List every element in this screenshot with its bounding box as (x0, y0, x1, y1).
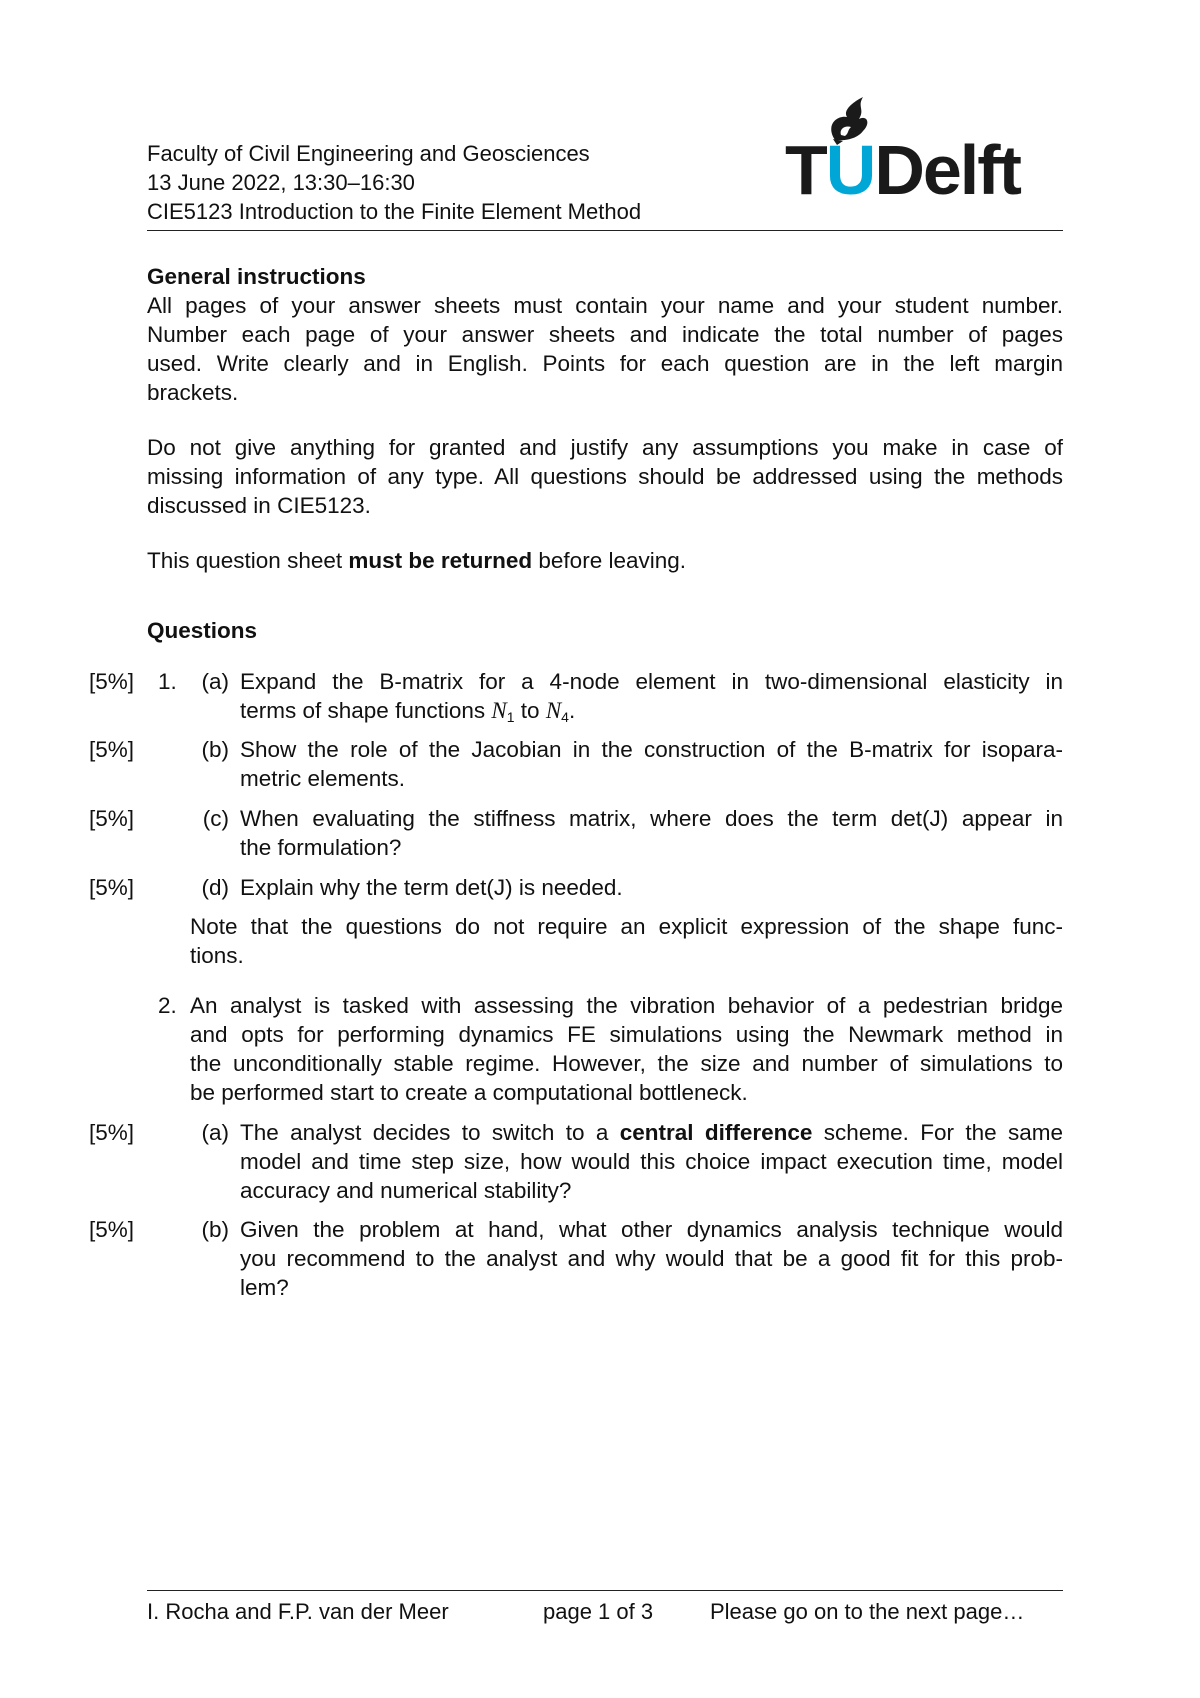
n4-symbol: N (545, 698, 562, 723)
instructions-paragraph-1 (147, 291, 1063, 407)
instructions-p1-line-4: brackets. (147, 380, 239, 405)
q1c-label: (c) (202, 806, 229, 831)
questions-heading: Questions (147, 618, 258, 643)
q1a-line-2 (240, 696, 1063, 725)
q1a-line-1: Expand the B-matrix for a 4-node element in two-dimensional elasticity in (240, 669, 1063, 694)
q2b-line-1: Given the problem at hand, what other dynamics analysis technique would (240, 1217, 1063, 1242)
q2b-label: (b) (201, 1217, 229, 1242)
logo-delft: Delft (874, 131, 1020, 209)
return-note-before: This question sheet (147, 548, 349, 573)
q2-intro-line-4: be performed start to create a computational bottleneck. (190, 1080, 748, 1105)
exam-date: 13 June 2022, 13:30–16:30 (147, 170, 415, 195)
q2a-points: [5%] (89, 1120, 135, 1145)
return-note-bold: must be returned (348, 548, 533, 573)
course-title: CIE5123 Introduction to the Finite Element Method (147, 199, 642, 224)
q1b-label: (b) (201, 737, 229, 762)
q1d-line-1: Explain why the term det(J) is needed. (240, 875, 623, 900)
instructions-p1-line-2: Number each page of your answer sheets and indicate the total number of pages (147, 322, 1063, 347)
instructions-paragraph-3 (147, 546, 1063, 575)
q2b-text (240, 1215, 1063, 1302)
footer-rule (147, 1590, 1063, 1591)
q1b-line-1: Show the role of the Jacobian in the construction of the B-matrix for isopara- (240, 737, 1063, 762)
q1-number: 1. (158, 669, 177, 694)
faculty-name: Faculty of Civil Engineering and Geosciences (147, 141, 590, 166)
q1c-line-2: the formulation? (240, 835, 402, 860)
return-note-after: before leaving. (532, 548, 687, 573)
q2b-line-3: lem? (240, 1275, 289, 1300)
instructions-paragraph-2 (147, 433, 1063, 520)
instructions-p2-line-1: Do not give anything for granted and justify any assumptions you make in case of (147, 435, 1063, 460)
tu-delft-logo (785, 95, 1045, 209)
q2a-text (240, 1118, 1063, 1205)
q1d-text (240, 873, 1063, 902)
q1d-label: (d) (201, 875, 229, 900)
q2-intro-line-1: An analyst is tasked with assessing the vibration behavior of a pedestrian bridge (190, 993, 1063, 1018)
q1b-line-2: metric elements. (240, 766, 406, 791)
q2a-line-1 (240, 1118, 1063, 1147)
q1d-points: [5%] (89, 875, 135, 900)
n4-subscript: 4 (561, 709, 569, 725)
q1a-points: [5%] (89, 669, 135, 694)
q2a-label: (a) (201, 1120, 229, 1145)
instructions-heading: General instructions (147, 264, 366, 289)
instructions-p2-line-3: discussed in CIE5123. (147, 493, 371, 518)
logo-u: U (825, 131, 875, 209)
q1c-text (240, 804, 1063, 862)
q2a-line-1-after: scheme. For the same (812, 1120, 1063, 1145)
q2a-line-3: accuracy and numerical stability? (240, 1178, 572, 1203)
instructions-p2-line-2: missing information of any type. All questions should be addressed using the methods (147, 464, 1063, 489)
instructions-p1-line-3: used. Write clearly and in English. Points for each question are in the left margin (147, 351, 1063, 376)
q2b-line-2: you recommend to the analyst and why would that be a good fit for this prob- (240, 1246, 1063, 1271)
q1a-line-2-mid: to (514, 698, 546, 723)
q1a-text (240, 667, 1063, 725)
q2-intro-line-3: the unconditionally stable regime. However, the size and number of simulations to (190, 1051, 1063, 1076)
n1-subscript: 1 (506, 709, 515, 725)
q1a-line-2-before: terms of shape functions (240, 698, 492, 723)
q2-intro (190, 991, 1063, 1107)
q1-note-line-1: Note that the questions do not require an explicit expression of the shape func- (190, 914, 1063, 939)
q2a-line-1-before: The analyst decides to switch to a (240, 1120, 620, 1145)
q1-note (190, 912, 1063, 970)
q1b-text (240, 735, 1063, 793)
footer-authors: I. Rocha and F.P. van der Meer (147, 1599, 449, 1624)
q1a-line-2-end: . (568, 698, 576, 723)
q1c-points: [5%] (89, 806, 135, 831)
q1a-label: (a) (201, 669, 229, 694)
logo-tu: T (785, 131, 826, 209)
n1-symbol: N (491, 698, 507, 723)
instructions-p1-line-1: All pages of your answer sheets must contain your name and your student number. (147, 293, 1063, 318)
header-rule (147, 230, 1063, 231)
footer-next-page: Please go on to the next page… (710, 1599, 1025, 1624)
q2a-line-2: model and time step size, how would this choice impact execution time, model (240, 1149, 1063, 1174)
q1b-points: [5%] (89, 737, 135, 762)
q1c-line-1: When evaluating the stiffness matrix, where does the term det(J) appear in (240, 806, 1063, 831)
q2a-line-1-bold: central difference (619, 1120, 813, 1145)
q2b-points: [5%] (89, 1217, 135, 1242)
footer-page-number: page 1 of 3 (543, 1599, 654, 1624)
q2-number: 2. (158, 993, 177, 1018)
q2-intro-line-2: and opts for performing dynamics FE simulations using the Newmark method in (190, 1022, 1063, 1047)
q1-note-line-2: tions. (190, 943, 244, 968)
